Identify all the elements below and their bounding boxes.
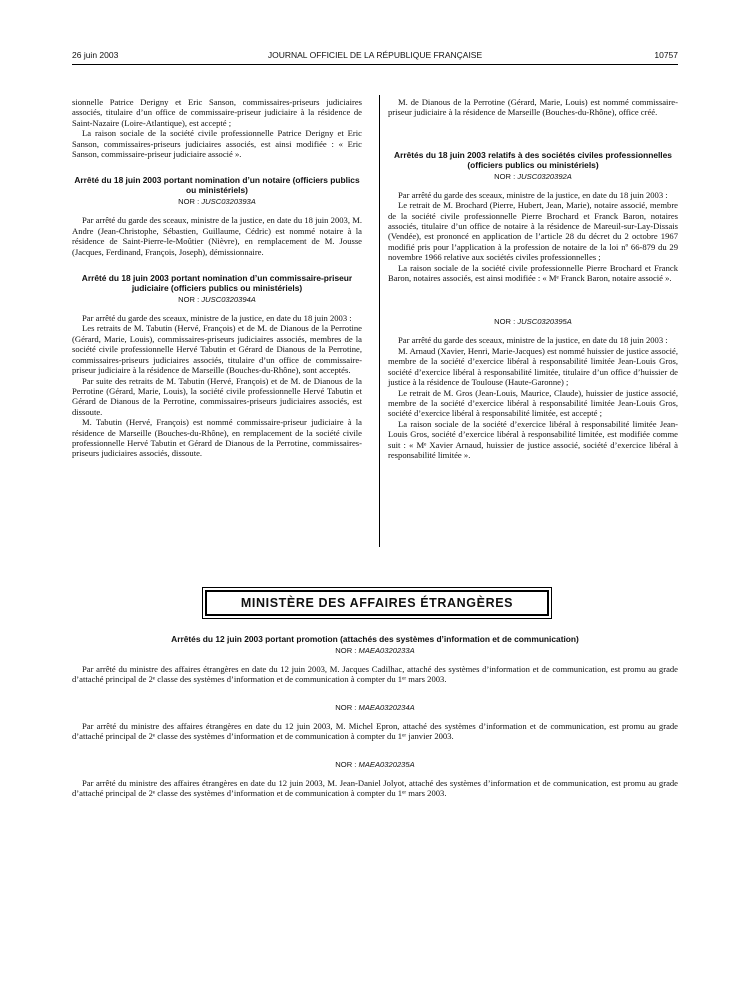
paragraph: Par arrêté du garde des sceaux, ministre de la justice, en date du 18 juin 2003 : [398, 189, 668, 200]
nor-code: JUSC0320395A [517, 317, 572, 327]
header-page-number: 10757 [654, 50, 678, 60]
nor-reference [388, 317, 678, 327]
page-header [72, 50, 678, 64]
column-divider [379, 95, 380, 547]
nor-code: MAEA0320235A [358, 759, 415, 769]
nor-label: NOR : [494, 171, 516, 181]
left-column [72, 97, 362, 459]
section-title: Arrêtés du 12 juin 2003 portant promotion (attachés des systèmes d’information et de communication) [171, 634, 579, 644]
nor-code: JUSC0320392A [517, 171, 572, 181]
ministry-name: MINISTÈRE DES AFFAIRES ÉTRANGÈRES [240, 596, 514, 610]
paragraph: La raison sociale de la société civile professionnelle Pierre Brochard et Franck Baron, notaires associés, est ainsi modifiée : « Mᵉ Franck Baron, notaire associé ». [388, 262, 678, 284]
paragraph: M. Tabutin (Hervé, François) est nommé commissaire-priseur judiciaire à la résidence de Marseille (Bouches-du-Rhône), en remplacement de la société civile professionnelle Hervé Tabutin et Gérard de Dianous de la Perrotine, commissaires-priseurs judiciaires associés, dissoute. [72, 417, 362, 459]
nor-reference [388, 172, 678, 182]
paragraph: sionnelle Patrice Derigny et Eric Sanson, commissaires-priseurs judiciaires associés, titulaire d’un office de commissaire-priseur judiciaire à la résidence de Saint-Nazaire (Loire-Atlantique), est accepté ; [72, 97, 362, 128]
paragraph: Le retrait de M. Brochard (Pierre, Hubert, Jean, Marie), notaire associé, membre de la société civile professionnelle Pierre Brochard et Franck Baron, notaires associés, titulaire d’un office de notaire à la résidence de Mareuil-sur-Lay-Dissais (Vendée), est prononcé en application de l’article 28 du décret du 2 octobre 1967 modifié pris pour l’application à la profession de notaire de la loi nº 66-879 du 29 novembre 1966 relative aux sociétés civiles professionnelles ; [388, 200, 678, 263]
paragraph: Par arrêté du garde des sceaux, ministre de la justice, en date du 18 juin 2003, M. Andre (Jean-Christophe, Sébastien, Guillaume, Cédric) est nommé notaire à la résidence de Saint-Pierre-le-Moûtier (Nièvre), en remplacement de M. Jousse (Jacques, Ferdinand, François, Joseph), démissionnaire. [72, 215, 362, 257]
nor-label: NOR : [178, 295, 200, 305]
nor-code: MAEA0320234A [358, 702, 415, 712]
nor-reference [72, 703, 678, 713]
header-rule [72, 64, 678, 65]
nor-label: NOR : [335, 702, 357, 712]
ministry-section [72, 634, 678, 798]
paragraph: M. de Dianous de la Perrotine (Gérard, Marie, Louis) est nommé commissaire-priseur judiciaire à la résidence de Marseille (Bouches-du-Rhône), office créé. [388, 97, 678, 118]
paragraph: Par arrêté du ministre des affaires étrangères en date du 12 juin 2003, M. Jacques Cadilhac, attaché des systèmes d’information et de communication, est promu au grade d’attaché principal de 2ᵉ classe des systèmes d’information et de communication à compter du 1ᵉʳ mars 2003. [72, 664, 678, 685]
right-column [388, 97, 678, 460]
paragraph: Par arrêté du garde des sceaux, ministre de la justice, en date du 18 juin 2003 : [398, 335, 668, 346]
nor-code: JUSC0320393A [201, 197, 256, 207]
paragraph: Les retraits de M. Tabutin (Hervé, François) et de M. de Dianous de la Perrotine (Gérard, Marie, Louis), commissaires-priseurs judiciaires associés, membres de la société civile professionnelle Hervé Tabutin et Gérard de Dianous de la Perrotine, commissaires-priseurs judiciaires associés, titulaire d’un office de commissaire-priseur judiciaire à la résidence de Marseille (Bouches-du-Rhône), sont acceptés. [72, 323, 362, 376]
ministry-heading-box [205, 590, 549, 616]
section-title: Arrêté du 18 juin 2003 portant nomination d’un notaire (officiers publics ou ministériels) [74, 175, 360, 196]
nor-code: JUSC0320394A [201, 295, 256, 305]
paragraph: Par arrêté du garde des sceaux, ministre de la justice, en date du 18 juin 2003 : [82, 313, 352, 324]
paragraph: Par suite des retraits de M. Tabutin (Hervé, François) et de M. de Dianous de la Perrotine (Gérard, Marie, Louis), la société civile professionnelle Hervé Tabutin et Gérard de Dianous de la Perrotine, commissaires-priseurs judiciaires associés, est dissoute. [72, 375, 362, 417]
header-date: 26 juin 2003 [72, 50, 119, 60]
paragraph: La raison sociale de la société civile professionnelle Patrice Derigny et Eric Sanson, commissaires-priseurs judiciaires associés, est ainsi modifiée : « Eric Sanson, commissaire-priseur judiciaire associé ». [72, 128, 362, 160]
nor-reference [72, 646, 678, 656]
paragraph: La raison sociale de la société d’exercice libéral à responsabilité limitée Jean-Louis Gros, société d’exercice libéral à responsabilité limitée, est modifiée comme suit : « Mᵉ Xavier Arnaud, huissier de justice associé, société d’exercice libéral à responsabilité limitée ». [388, 418, 678, 460]
section-title: Arrêtés du 18 juin 2003 relatifs à des sociétés civiles professionnelles (officiers publics ou ministériels) [394, 149, 672, 170]
paragraph: M. Arnaud (Xavier, Henri, Marie-Jacques) est nommé huissier de justice associé, membre de la société d’exercice libéral à responsabilité limitée Jean-Louis Gros, société d’exercice libéral à responsabilité limitée, titulaire d’un office d’huissier de justice à la résidence de Toulouse (Haute-Garonne) ; [388, 345, 678, 388]
nor-reference [72, 197, 362, 207]
section-title: Arrêté du 18 juin 2003 portant nomination d’un commissaire-priseur judiciaire (officiers publics ou ministériels) [81, 273, 353, 294]
header-journal-title: JOURNAL OFFICIEL DE LA RÉPUBLIQUE FRANÇAISE [267, 50, 483, 60]
nor-label: NOR : [335, 759, 357, 769]
nor-label: NOR : [335, 646, 357, 655]
paragraph: Le retrait de M. Gros (Jean-Louis, Maurice, Claude), huissier de justice associé, membre de la société d’exercice libéral à responsabilité limitée Jean-Louis Gros, société d’exercice libéral à responsabilité limitée, est accepté ; [388, 387, 678, 419]
nor-label: NOR : [178, 197, 200, 207]
paragraph: Par arrêté du ministre des affaires étrangères en date du 12 juin 2003, M. Michel Epron, attaché des systèmes d’information et de communication, est promu au grade d’attaché principal de 2ᵉ classe des systèmes d’information et de communication à compter du 1ᵉʳ janvier 2003. [72, 720, 678, 742]
nor-label: NOR : [494, 317, 516, 327]
nor-code: MAEA0320233A [358, 646, 415, 655]
paragraph: Par arrêté du ministre des affaires étrangères en date du 12 juin 2003, M. Jean-Daniel Jolyot, attaché des systèmes d’information et de communication, est promu au grade d’attaché principal de 2ᵉ classe des systèmes d’information et de communication à compter du 1ᵉʳ mars 2003. [72, 777, 678, 799]
nor-reference [72, 295, 362, 305]
nor-reference [72, 760, 678, 770]
